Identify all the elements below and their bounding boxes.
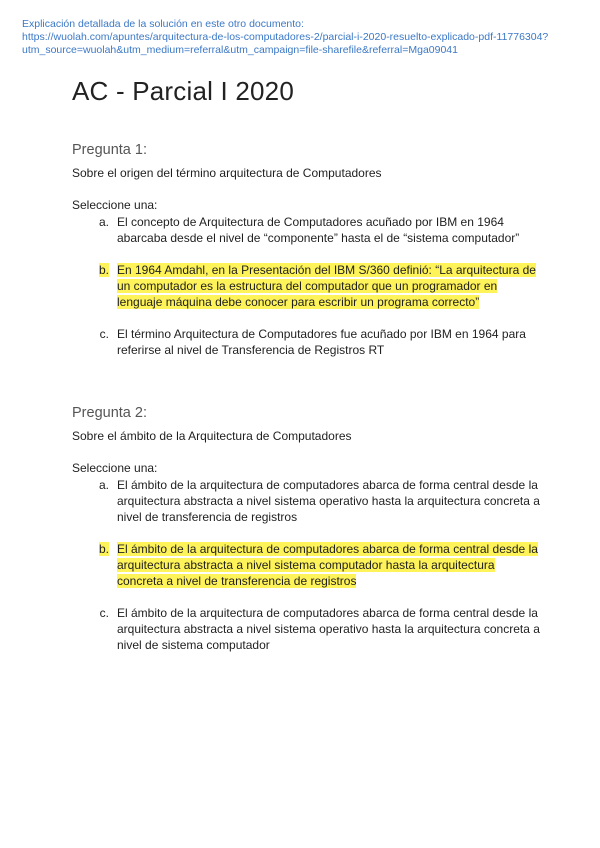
option-list	[72, 214, 542, 358]
source-reference[interactable]	[22, 18, 582, 57]
question-heading: Pregunta 2:	[72, 405, 147, 421]
option-text-highlighted: En 1964 Amdahl, en la Presentación del IBM S/360 definió: “La arquitectura de un computador es la estructura del computador que un programador en lenguaje máquina debe conocer para escribir un programa correcto”	[117, 263, 536, 309]
option-list	[72, 477, 542, 653]
select-label: Seleccione una:	[72, 198, 158, 212]
option-letter: b.	[98, 542, 109, 556]
option-letter: c.	[99, 327, 109, 341]
reference-url-line-1[interactable]: https://wuolah.com/apuntes/arquitectura-de-los-computadores-2/parcial-i-2020-resuelto-explicado-pdf-11776304?	[22, 31, 549, 43]
option-a[interactable]	[72, 214, 542, 246]
select-label: Seleccione una:	[72, 461, 158, 475]
option-text: El concepto de Arquitectura de Computadores acuñado por IBM en 1964 abarcaba desde el nivel de “componente” hasta el de “sistema computador”	[117, 215, 520, 245]
option-letter: b.	[98, 263, 109, 277]
reference-intro: Explicación detallada de la solución en este otro documento:	[22, 18, 304, 30]
option-text-highlighted: El ámbito de la arquitectura de computadores abarca de forma central desde la arquitectura abstracta a nivel sistema computador hasta la arquitectura concreta a nivel de transferencia de registros	[117, 542, 538, 588]
option-a[interactable]	[72, 477, 542, 525]
option-c[interactable]	[72, 605, 542, 653]
option-b-correct[interactable]	[72, 262, 542, 310]
question-2	[72, 405, 542, 669]
document-title: AC - Parcial I 2020	[72, 76, 295, 106]
option-text: El ámbito de la arquitectura de computadores abarca de forma central desde la arquitectura abstracta a nivel sistema operativo hasta la arquitectura concreta a nivel de sistema computador	[117, 606, 540, 652]
question-text: Sobre el ámbito de la Arquitectura de Computadores	[72, 429, 352, 443]
option-text: El ámbito de la arquitectura de computadores abarca de forma central desde la arquitectura abstracta a nivel sistema operativo hasta la arquitectura concreta a nivel de transferencia de registros	[117, 478, 540, 524]
option-text: El término Arquitectura de Computadores fue acuñado por IBM en 1964 para referirse al nivel de Transferencia de Registros RT	[117, 327, 526, 357]
option-letter: c.	[99, 606, 109, 620]
reference-url-line-2[interactable]: utm_source=wuolah&utm_medium=referral&utm_campaign=file-sharefile&referral=Mga09041	[22, 44, 458, 56]
question-1	[72, 142, 542, 374]
option-letter: a.	[98, 215, 109, 229]
option-c[interactable]	[72, 326, 542, 358]
option-b-correct[interactable]	[72, 541, 542, 589]
question-text: Sobre el origen del término arquitectura de Computadores	[72, 166, 382, 180]
option-letter: a.	[98, 478, 109, 492]
question-heading: Pregunta 1:	[72, 142, 147, 158]
